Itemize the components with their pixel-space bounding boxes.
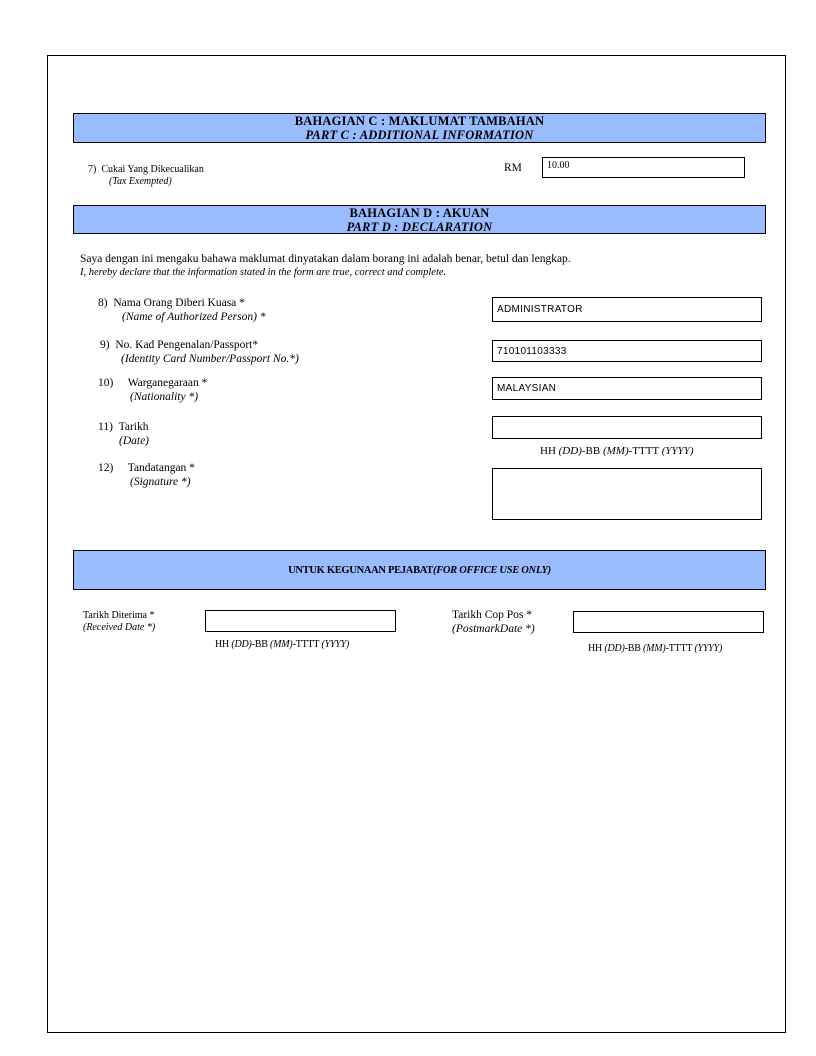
ic-label-en: (Identity Card Number/Passport No.*) bbox=[121, 353, 299, 365]
office-use-header bbox=[73, 550, 766, 590]
name-label-en: (Name of Authorized Person) * bbox=[122, 311, 266, 323]
date-label: 11) Tarikh bbox=[98, 421, 149, 433]
postmark-date-input[interactable] bbox=[573, 611, 764, 633]
signature-box[interactable] bbox=[492, 468, 762, 520]
tax-exempted-input[interactable]: 10.00 bbox=[542, 157, 745, 178]
tax-exempted-label-en: (Tax Exempted) bbox=[109, 176, 172, 187]
nationality-label-en: (Nationality *) bbox=[130, 391, 199, 403]
authorized-name-input[interactable]: ADMINISTRATOR bbox=[492, 297, 762, 322]
date-label-en: (Date) bbox=[119, 435, 150, 447]
part-d-title-en: PART D : DECLARATION bbox=[346, 220, 493, 234]
postmark-date-label-en: (PostmarkDate *) bbox=[452, 623, 535, 635]
declaration-text-ms: Saya dengan ini mengaku bahawa maklumat dinyatakan dalam borang ini adalah benar, betul dan lengkap. bbox=[80, 253, 571, 265]
declaration-date-input[interactable] bbox=[492, 416, 762, 439]
received-date-label-en: (Received Date *) bbox=[83, 622, 156, 633]
date-format-hint: HH (DD)-BB (MM)-TTTT (YYYY) bbox=[540, 445, 694, 457]
ic-passport-input[interactable]: 710101103333 bbox=[492, 340, 762, 362]
signature-label: 12) Tandatangan * bbox=[98, 462, 195, 474]
declaration-text-en: I, hereby declare that the information stated in the form are true, correct and complete. bbox=[80, 267, 447, 278]
nationality-label: 10) Warganegaraan * bbox=[98, 377, 208, 389]
signature-label-en: (Signature *) bbox=[130, 476, 191, 488]
received-date-label: Tarikh Diterima * bbox=[83, 610, 155, 621]
ic-label: 9) No. Kad Pengenalan/Passport* bbox=[100, 339, 259, 351]
tax-exempted-label: 7) Cukai Yang Dikecualikan bbox=[88, 164, 204, 175]
postmark-date-label: Tarikh Cop Pos * bbox=[452, 609, 533, 621]
office-title-en: (FOR OFFICE USE ONLY) bbox=[433, 564, 551, 576]
received-date-input[interactable] bbox=[205, 610, 396, 632]
nationality-input[interactable]: MALAYSIAN bbox=[492, 377, 762, 400]
name-label: 8) Nama Orang Diberi Kuasa * bbox=[98, 297, 245, 309]
part-d-header bbox=[73, 205, 766, 234]
part-c-header bbox=[73, 113, 766, 143]
part-c-title-en: PART C : ADDITIONAL INFORMATION bbox=[305, 128, 534, 142]
part-d-title-ms: BAHAGIAN D : AKUAN bbox=[349, 206, 490, 220]
received-date-format-hint: HH (DD)-BB (MM)-TTTT (YYYY) bbox=[215, 639, 350, 650]
form-page bbox=[47, 55, 786, 1033]
office-title-ms: UNTUK KEGUNAAN PEJABAT bbox=[288, 564, 433, 576]
postmark-date-format-hint: HH (DD)-BB (MM)-TTTT (YYYY) bbox=[588, 643, 723, 654]
part-c-title-ms: BAHAGIAN C : MAKLUMAT TAMBAHAN bbox=[294, 114, 545, 128]
currency-label: RM bbox=[504, 162, 522, 174]
